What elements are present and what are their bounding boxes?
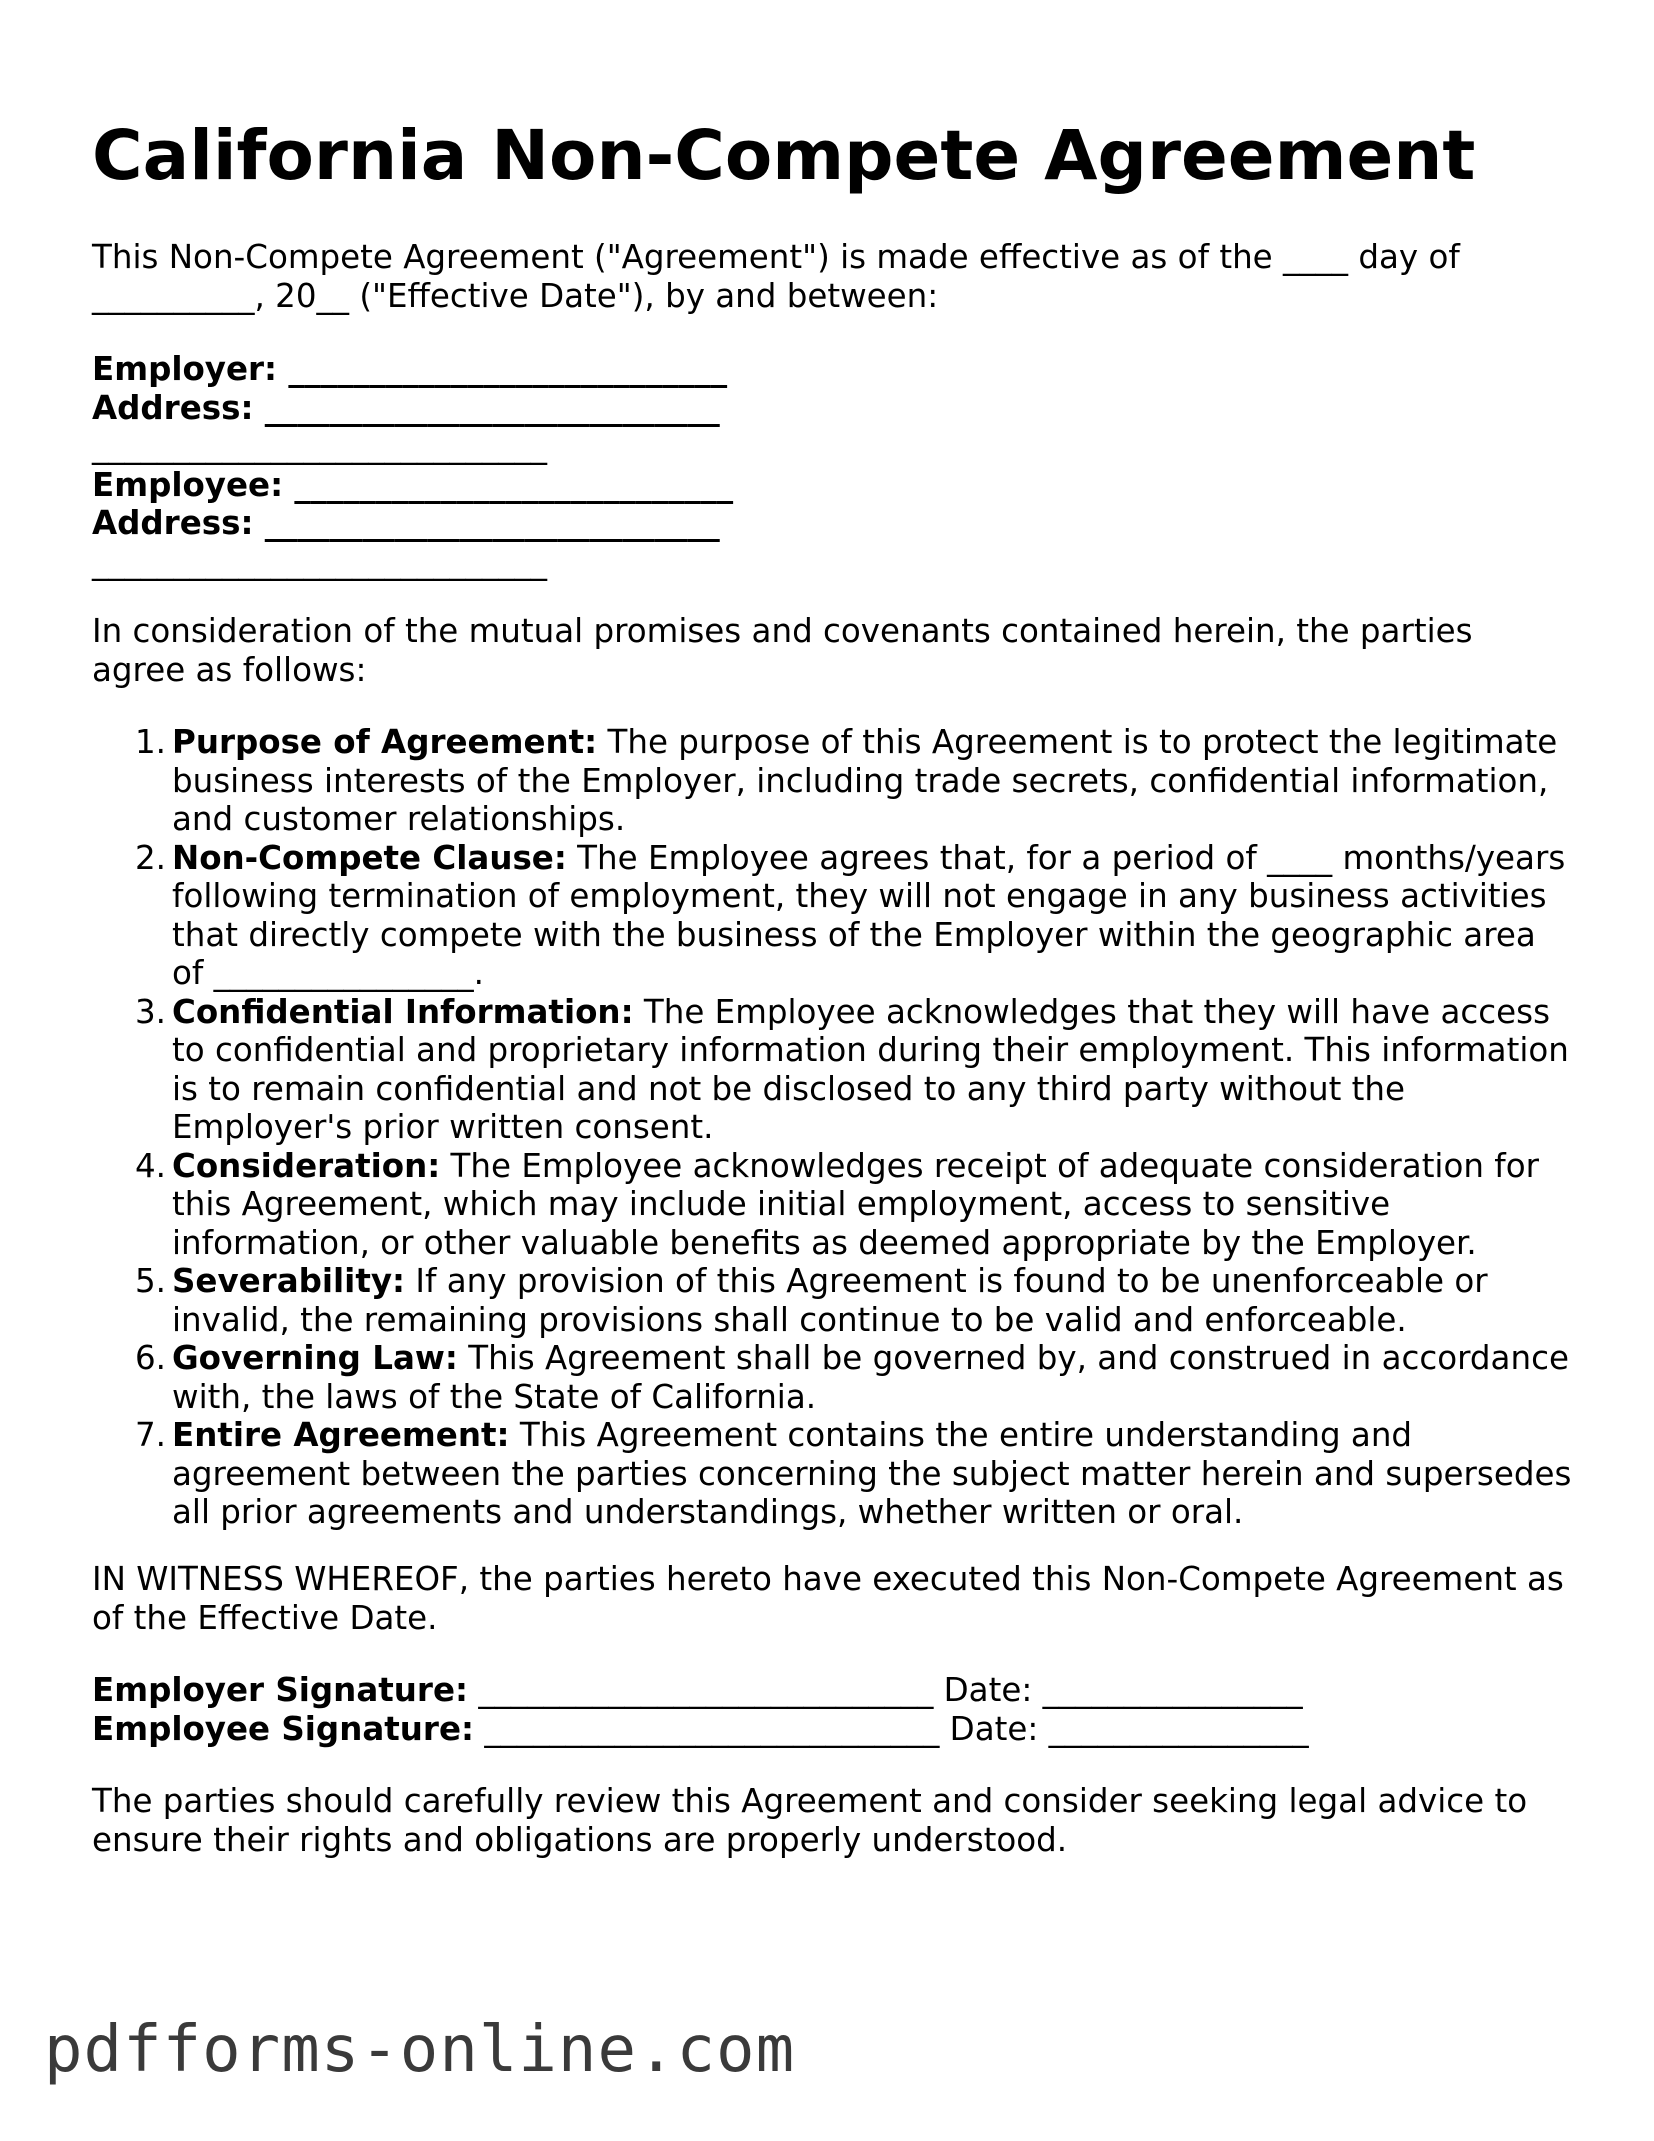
clause-heading: Entire Agreement: <box>172 1416 510 1454</box>
signature-block <box>92 1671 1572 1748</box>
clause-number: 3. <box>134 992 166 1031</box>
clause-item <box>134 1146 1572 1263</box>
employee-label: Employee: <box>92 465 284 504</box>
clause-number: 5. <box>134 1262 166 1300</box>
clause-text: This Agreement contains the entire understanding and agreement between the parties concerning the subject matter herein and supersedes all prior agreements and understandings, whether written or oral. <box>172 1416 1572 1531</box>
parties-block <box>92 350 1572 581</box>
clause-heading: Governing Law: <box>172 1339 458 1377</box>
witness-paragraph: IN WITNESS WHEREOF, the parties hereto have executed this Non-Compete Agreement as of the Effective Date. <box>92 1560 1564 1637</box>
clause-heading: Severability: <box>172 1262 406 1300</box>
document-title: California Non-Compete Agreement <box>92 116 1476 196</box>
clause-number: 2. <box>134 838 166 877</box>
clause-heading: Purpose of Agreement: <box>172 723 598 761</box>
employee-signature-blank: ____________________________ Date: ________________ <box>474 1709 1309 1748</box>
clause-text: The purpose of this Agreement is to protect the legitimate business interests of the Employer, including trade secrets, confidential information, and customer relationships. <box>172 723 1558 838</box>
employee-address-blank: ____________________________ <box>253 504 720 542</box>
clause-text: The Employee agrees that, for a period of ____ months/years following termination of employment, they will not engage in any business activities that directly compete with the business of the Employer within the geographic area of ________________. <box>172 838 1566 992</box>
employee-signature-line <box>92 1710 1572 1749</box>
legal-advice-note: The parties should carefully review this Agreement and consider seeking legal advice to ensure their rights and obligations are properly understood. <box>92 1782 1528 1859</box>
employer-signature-line <box>92 1671 1572 1710</box>
employer-line <box>92 350 1572 389</box>
employer-label: Employer: <box>92 350 278 388</box>
employer-signature-label: Employer Signature: <box>92 1671 468 1709</box>
clause-text: The Employee acknowledges receipt of adequate consideration for this Agreement, which may include initial employment, access to sensitive information, or other valuable benefits as deemed appropriate by the Employer. <box>172 1146 1539 1262</box>
watermark: pdfforms-online.com <box>44 2013 796 2087</box>
clause-item <box>134 1416 1572 1532</box>
clause-item <box>134 992 1572 1147</box>
clause-number: 7. <box>134 1416 166 1454</box>
employer-address-label: Address: <box>92 388 254 427</box>
clause-number: 4. <box>134 1146 166 1185</box>
employer-signature-blank: ____________________________ Date: ________________ <box>468 1671 1303 1709</box>
clause-number: 1. <box>134 723 166 761</box>
employee-line <box>92 466 1572 505</box>
clause-heading: Non-Compete Clause: <box>172 838 567 877</box>
clause-number: 6. <box>134 1339 166 1377</box>
intro-paragraph: This Non-Compete Agreement ("Agreement") is made effective as of the ____ day of __________, 20__ ("Effective Date"), by and between: <box>92 238 1460 315</box>
clause-heading: Consideration: <box>172 1146 441 1185</box>
employee-address-line2: ____________________________ <box>92 542 547 581</box>
clause-item <box>134 838 1572 993</box>
employer-blank: ___________________________ <box>277 350 728 388</box>
employee-signature-label: Employee Signature: <box>92 1709 475 1748</box>
clause-heading: Confidential Information: <box>172 992 634 1031</box>
clauses-list <box>92 723 1572 1532</box>
employee-address-label: Address: <box>92 504 254 542</box>
clause-item <box>134 1339 1572 1416</box>
consideration-intro: In consideration of the mutual promises and covenants contained herein, the parties agree as follows: <box>92 612 1473 689</box>
employee-blank: ___________________________ <box>283 465 734 504</box>
clause-text: The Employee acknowledges that they will have access to confidential and proprietary information during their employment. This information is to remain confidential and not be disclosed to any third party without the Employer's prior written consent. <box>172 992 1569 1146</box>
clause-item <box>134 723 1572 839</box>
employee-address-line <box>92 504 1572 543</box>
employer-address-line <box>92 389 1572 428</box>
employer-address-line2: ____________________________ <box>92 427 547 465</box>
clause-text: If any provision of this Agreement is found to be unenforceable or invalid, the remaining provisions shall continue to be valid and enforceable. <box>172 1262 1488 1339</box>
clause-text: This Agreement shall be governed by, and construed in accordance with, the laws of the State of California. <box>172 1339 1569 1416</box>
clause-item <box>134 1262 1572 1339</box>
employer-address-blank: ____________________________ <box>253 388 720 427</box>
